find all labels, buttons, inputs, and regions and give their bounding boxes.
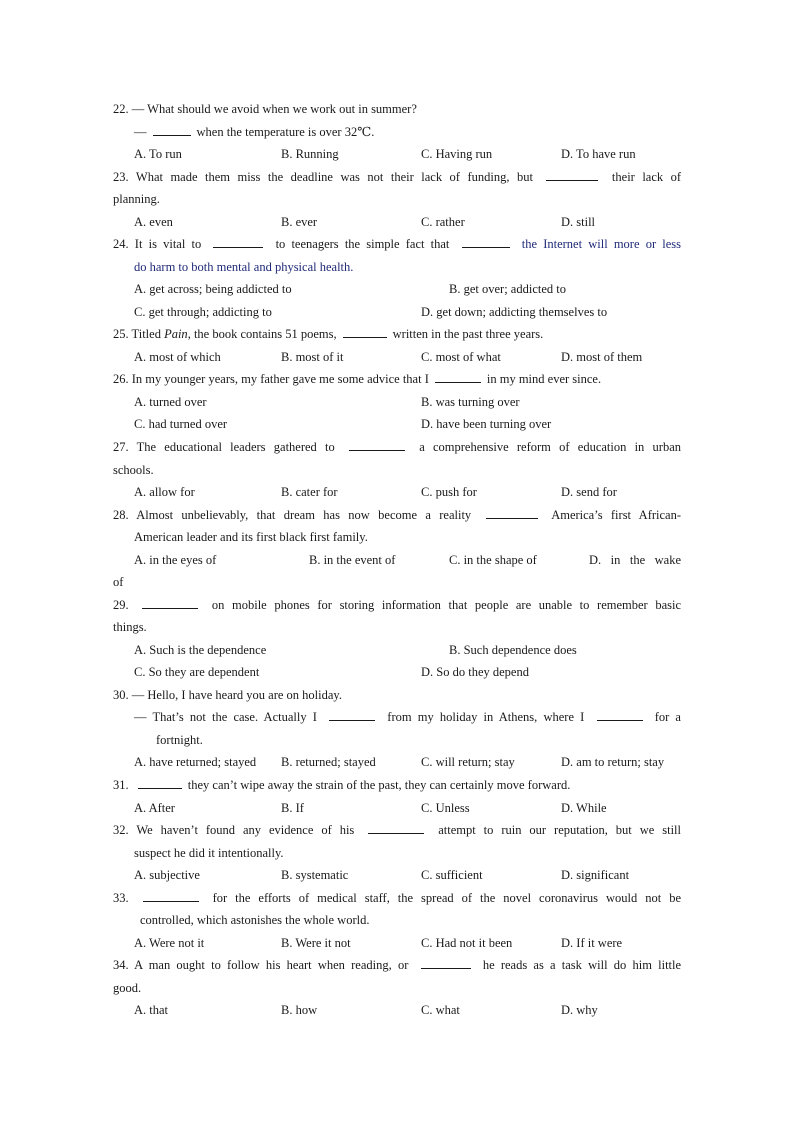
answer-blank[interactable] (435, 371, 481, 383)
option-d[interactable]: D. To have run (561, 147, 636, 161)
question-30-stem: 30. — Hello, I have heard you are on holiday. (113, 688, 342, 702)
option-c[interactable]: C. what (421, 1003, 460, 1017)
question-33-stem: 33. for the efforts of medical staff, the spread of the novel coronavirus would not be (113, 891, 682, 905)
option-d[interactable]: D. significant (561, 868, 630, 882)
question-30-continuation: fortnight. (156, 733, 203, 747)
option-d[interactable]: D. most of them (561, 350, 643, 364)
option-d[interactable]: D. send for (561, 485, 617, 499)
option-d[interactable]: D. If it were (561, 936, 623, 950)
option-c[interactable]: C. Unless (421, 801, 470, 815)
answer-blank[interactable] (153, 124, 191, 136)
answer-blank[interactable] (421, 957, 471, 969)
option-b[interactable]: B. cater for (281, 485, 338, 499)
option-a[interactable]: A. turned over (134, 395, 207, 409)
option-d[interactable]: D. So do they depend (421, 665, 529, 679)
option-d[interactable]: D. get down; addicting themselves to (421, 305, 608, 319)
option-a[interactable]: A. even (134, 215, 173, 229)
question-22-stem: 22. — What should we avoid when we work out in summer? (113, 102, 417, 116)
question-22-reply: — when the temperature is over 32℃. (134, 125, 375, 139)
option-c[interactable]: C. sufficient (421, 868, 483, 882)
question-31-stem: 31. they can’t wipe away the strain of the past, they can certainly move forward. (113, 778, 571, 792)
option-b[interactable]: B. returned; stayed (281, 755, 376, 769)
answer-blank[interactable] (462, 236, 510, 248)
question-29-continuation: things. (113, 620, 147, 634)
option-d[interactable]: D. still (561, 215, 596, 229)
option-a[interactable]: A. After (134, 801, 175, 815)
question-29-stem: 29. on mobile phones for storing information that people are unable to remember basic (113, 598, 682, 612)
option-c[interactable]: C. rather (421, 215, 465, 229)
question-34-continuation: good. (113, 981, 142, 995)
question-32-continuation: suspect he did it intentionally. (134, 846, 284, 860)
option-a[interactable]: A. have returned; stayed (134, 755, 257, 769)
option-a[interactable]: A. To run (134, 147, 182, 161)
option-b[interactable]: B. get over; addicted to (449, 282, 566, 296)
question-24-continuation: do harm to both mental and physical health. (134, 260, 354, 274)
question-33-continuation: controlled, which astonishes the whole world. (140, 913, 370, 927)
question-28-stem: 28. Almost unbelievably, that dream has now become a reality America’s first African- (113, 508, 682, 522)
option-b[interactable]: B. how (281, 1003, 318, 1017)
option-b[interactable]: B. Running (281, 147, 339, 161)
option-b[interactable]: B. Were it not (281, 936, 351, 950)
option-a[interactable]: A. subjective (134, 868, 200, 882)
question-34-stem: 34. A man ought to follow his heart when reading, or he reads as a task will do him little (113, 958, 682, 972)
question-25-stem: 25. Titled Pain, the book contains 51 poems, written in the past three years. (113, 327, 544, 341)
option-d[interactable]: D. am to return; stay (561, 755, 665, 769)
option-a[interactable]: A. most of which (134, 350, 221, 364)
option-d-wrap: of (113, 575, 124, 589)
option-b[interactable]: B. in the event of (309, 553, 396, 567)
answer-blank[interactable] (213, 236, 263, 248)
option-b[interactable]: B. systematic (281, 868, 349, 882)
answer-blank[interactable] (329, 709, 375, 721)
option-c[interactable]: C. in the shape of (449, 553, 537, 567)
option-a[interactable]: A. in the eyes of (134, 553, 217, 567)
option-a[interactable]: A. Such is the dependence (134, 643, 267, 657)
answer-blank[interactable] (597, 709, 643, 721)
option-c[interactable]: C. push for (421, 485, 477, 499)
answer-blank[interactable] (349, 439, 405, 451)
question-28-continuation: American leader and its first black first family. (134, 530, 368, 544)
option-b[interactable]: B. If (281, 801, 304, 815)
question-27-continuation: schools. (113, 463, 154, 477)
option-c[interactable]: C. Having run (421, 147, 493, 161)
question-24-stem: 24. It is vital to to teenagers the simple fact that the Internet will more or less (113, 237, 682, 251)
answer-blank[interactable] (486, 507, 538, 519)
option-a[interactable]: A. allow for (134, 485, 195, 499)
option-a[interactable]: A. Were not it (134, 936, 205, 950)
option-d[interactable]: D. why (561, 1003, 598, 1017)
option-d[interactable]: D. in the wake (589, 553, 681, 567)
question-23-continuation: planning. (113, 192, 160, 206)
option-c[interactable]: C. had turned over (134, 417, 228, 431)
answer-blank[interactable] (546, 169, 598, 181)
option-d[interactable]: D. have been turning over (421, 417, 552, 431)
question-23-stem: 23. What made them miss the deadline was not their lack of funding, but their lack of (113, 170, 682, 184)
answer-blank[interactable] (142, 597, 198, 609)
option-b[interactable]: B. was turning over (421, 395, 520, 409)
option-a[interactable]: A. that (134, 1003, 169, 1017)
option-b[interactable]: B. most of it (281, 350, 344, 364)
option-a[interactable]: A. get across; being addicted to (134, 282, 292, 296)
answer-blank[interactable] (343, 326, 387, 338)
question-30-reply: — That’s not the case. Actually I from my holiday in Athens, where I for a (134, 710, 681, 724)
answer-blank[interactable] (368, 822, 424, 834)
question-32-stem: 32. We haven’t found any evidence of his attempt to ruin our reputation, but we still (113, 823, 681, 837)
question-26-stem: 26. In my younger years, my father gave me some advice that I in my mind ever since. (113, 372, 602, 386)
option-c[interactable]: C. Had not it been (421, 936, 513, 950)
answer-blank[interactable] (143, 890, 199, 902)
option-d[interactable]: D. While (561, 801, 607, 815)
option-c[interactable]: C. will return; stay (421, 755, 515, 769)
option-b[interactable]: B. Such dependence does (449, 643, 577, 657)
question-27-stem: 27. The educational leaders gathered to a comprehensive reform of education in urban (113, 440, 681, 454)
option-c[interactable]: C. So they are dependent (134, 665, 260, 679)
answer-blank[interactable] (138, 777, 182, 789)
option-c[interactable]: C. get through; addicting to (134, 305, 272, 319)
option-b[interactable]: B. ever (281, 215, 318, 229)
option-c[interactable]: C. most of what (421, 350, 501, 364)
